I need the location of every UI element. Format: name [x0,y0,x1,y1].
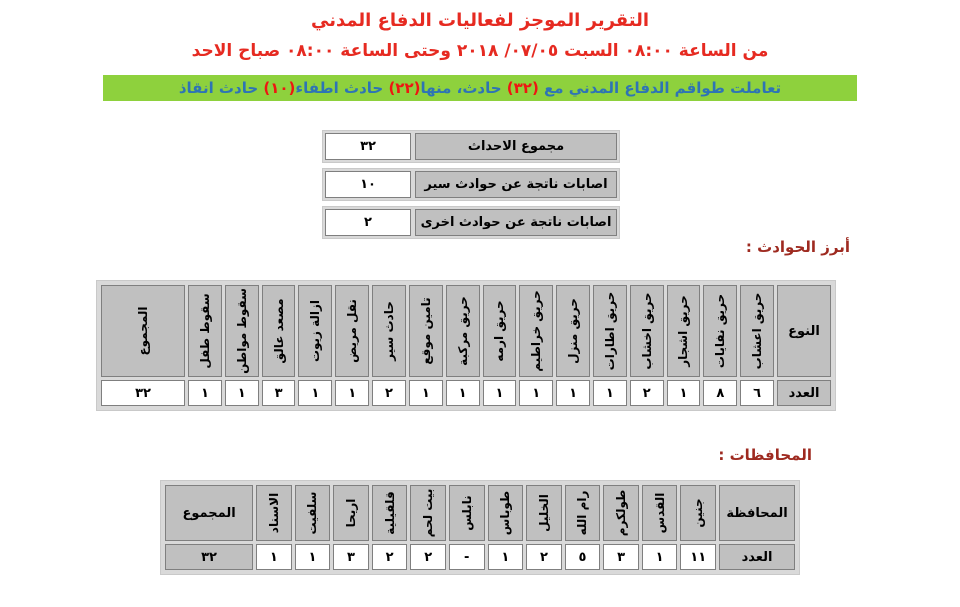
column-count-cell: ١ [188,380,222,406]
data-column [667,285,701,406]
vertical-label: بيت لحم [421,488,436,538]
column-count-cell: ١ [483,380,517,406]
column-label-cell [188,285,222,377]
column-count-cell: ١ [298,380,332,406]
data-column [295,485,331,570]
data-column [703,285,737,406]
data-column [488,485,524,570]
column-count-cell: ١ [446,380,480,406]
data-column [565,485,601,570]
summary-value-cell: ١٠ [325,171,411,198]
column-count-cell: ٢ [630,380,664,406]
banner-text-segment: حادث انقاذ [178,79,264,97]
column-count-cell: ١ [295,544,331,570]
column-count-cell: ١ [409,380,443,406]
summary-table [322,130,620,244]
summary-banner [103,75,857,101]
vertical-label: اريحا [344,498,358,528]
vertical-label: حادث سير [381,301,396,361]
column-label-cell [565,485,601,541]
vertical-label: حريق ارمه [492,300,507,362]
vertical-label: حريق مركبة [455,296,470,366]
column-label-cell [295,485,331,541]
vertical-label: القدس [652,492,667,534]
data-column [298,285,332,406]
vertical-label: حريق منزل [566,298,581,364]
vertical-label: مصعد عالق [271,298,286,364]
data-column [556,285,590,406]
type-header-cell: النوع [777,285,831,377]
vertical-label: حريق اشجار [676,295,691,367]
column-label-cell [526,485,562,541]
column-count-cell: ٢ [372,380,406,406]
column-count-cell: ٥ [565,544,601,570]
banner-text-segment: (٢٢) [388,79,421,97]
column-label-cell [703,285,737,377]
data-column [449,485,485,570]
data-column [740,285,774,406]
column-label-cell [225,285,259,377]
total-count-cell: ٣٢ [101,380,185,406]
summary-row [322,130,620,163]
summary-label-cell: مجموع الاحداث [415,133,617,160]
column-count-cell: ٢ [410,544,446,570]
column-count-cell: ١ [256,544,292,570]
vertical-label: سقوط طفل [197,293,212,369]
incidents-section-heading: أبرز الحوادث : [745,238,850,256]
column-label-cell [409,285,443,377]
vertical-label: حريق نفايات [713,293,728,369]
column-label-cell [298,285,332,377]
column-count-cell: ٣ [262,380,296,406]
vertical-label: ازالة زيوت [308,299,323,363]
column-count-cell: ٨ [703,380,737,406]
report-subtitle-period: من الساعة ٠٨:٠٠ السبت ٠٧/٠٥/ ٢٠١٨ وحتى الساعة ٠٨:٠٠ صباح الاحد [191,41,769,61]
vertical-label: حريق اعشاب [750,292,765,370]
data-column [526,485,562,570]
column-count-cell: ١١ [680,544,716,570]
data-column [225,285,259,406]
column-label-cell [740,285,774,377]
row-header-column [719,485,795,570]
governorates-table [160,480,800,575]
column-label-cell [410,485,446,541]
data-column [335,285,369,406]
column-count-cell: ١ [642,544,678,570]
column-label-cell [603,485,639,541]
data-column [372,285,406,406]
summary-row [322,206,620,239]
vertical-label: رام الله [575,490,590,536]
total-count-cell: ٣٢ [165,544,253,570]
vertical-label: نقل مريض [345,299,360,363]
column-count-cell: ٢ [526,544,562,570]
row-header-column [777,285,831,406]
data-column [188,285,222,406]
column-count-cell: ١ [667,380,701,406]
column-label-cell [372,485,408,541]
column-count-cell: ١ [335,380,369,406]
summary-row [322,168,620,201]
data-column [603,485,639,570]
total-column [101,285,185,406]
vertical-label: جنين [691,498,706,528]
column-label-cell [642,485,678,541]
data-column [593,285,627,406]
column-label-cell [519,285,553,377]
vertical-label: حريق اخشاب [639,292,654,370]
vertical-label: سلفيت [305,491,320,535]
column-label-cell [446,285,480,377]
incidents-table [96,280,836,411]
summary-value-cell: ٣٢ [325,133,411,160]
column-count-cell: ١ [593,380,627,406]
vertical-label: الخليل [536,494,551,532]
column-label-cell [593,285,627,377]
data-column [410,485,446,570]
column-label-cell [488,485,524,541]
vertical-label: قلقيلية [382,491,397,535]
column-label-cell [483,285,517,377]
column-count-cell: ٣ [603,544,639,570]
summary-value-cell: ٢ [325,209,411,236]
column-label-cell [667,285,701,377]
vertical-label: تامين موقع [418,297,433,365]
data-column [372,485,408,570]
data-column [483,285,517,406]
total-column [165,485,253,570]
column-label-cell [630,285,664,377]
data-column [333,485,369,570]
banner-text-segment: تعاملت طواقم الدفاع المدني مع [538,79,782,97]
vertical-label: حريق اطارات [602,291,617,371]
column-label-cell [680,485,716,541]
column-count-cell: - [449,544,485,570]
vertical-label: حريق خراطيم [529,290,544,372]
column-label-cell [372,285,406,377]
column-count-cell: ١ [556,380,590,406]
data-column [256,485,292,570]
data-column [262,285,296,406]
count-header-cell: العدد [719,544,795,570]
governorates-section-heading: المحافظات : [718,446,812,464]
column-label-cell [256,485,292,541]
column-count-cell: ٢ [372,544,408,570]
column-count-cell: ١ [488,544,524,570]
column-count-cell: ٣ [333,544,369,570]
banner-text-segment: حادث، منها [420,79,507,97]
data-column [519,285,553,406]
column-label-cell [333,485,369,541]
banner-text-segment: (٣٢) [506,79,539,97]
data-column [680,485,716,570]
vertical-label: نابلس [459,495,474,531]
column-label-cell [335,285,369,377]
data-column [446,285,480,406]
data-column [630,285,664,406]
total-label-cell: المجموع [165,485,253,541]
vertical-label: طوباس [498,490,513,536]
summary-label-cell: اصابات ناتجة عن حوادث اخرى [415,209,617,236]
column-label-cell [449,485,485,541]
vertical-label: سقوط مواطن [234,288,249,374]
banner-text-segment: (١٠) [263,79,296,97]
column-count-cell: ١ [519,380,553,406]
vertical-label: طولكرم [614,489,629,537]
vertical-label: المجموع [136,306,150,356]
column-count-cell: ٦ [740,380,774,406]
banner-text-segment: حادث اطفاء [295,79,389,97]
vertical-label: الاسناد [266,492,281,534]
column-label-cell [556,285,590,377]
report-title: التقرير الموجز لفعاليات الدفاع المدني [310,10,650,31]
total-label-cell [101,285,185,377]
type-header-cell: المحافظة [719,485,795,541]
data-column [409,285,443,406]
column-label-cell [262,285,296,377]
count-header-cell: العدد [777,380,831,406]
summary-label-cell: اصابات ناتجة عن حوادث سير [415,171,617,198]
data-column [642,485,678,570]
column-count-cell: ١ [225,380,259,406]
